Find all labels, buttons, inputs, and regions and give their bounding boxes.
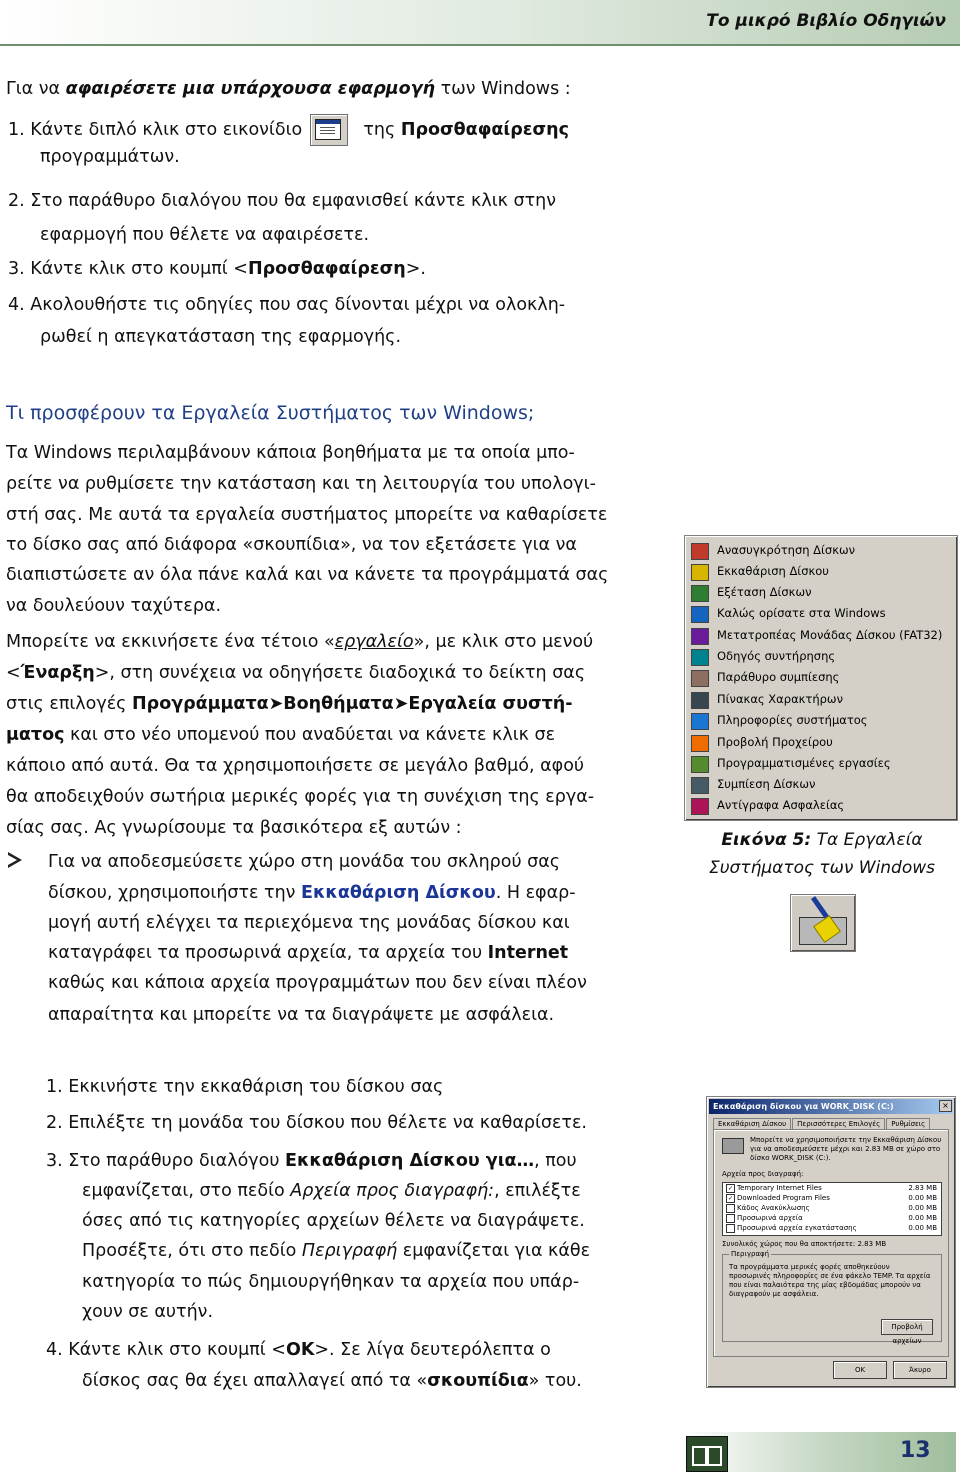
menu-item-label: Ανασυγκρότηση Δίσκων	[717, 543, 856, 557]
step-3-line1-post: , που	[534, 1151, 577, 1171]
tab-disk-cleanup[interactable]: Εκκαθάριση Δίσκου	[713, 1118, 791, 1129]
description-title: Περιγραφή	[731, 1250, 770, 1258]
step-3-line4	[82, 1236, 590, 1267]
view-files-button[interactable]: Προβολή αρχείων	[881, 1319, 933, 1335]
remove-intro-bold: αφαιρέσετε μια υπάρχουσα εφαρμογή	[65, 79, 436, 99]
menu-item-label: Προγραμματισμένες εργασίες	[717, 756, 891, 770]
menu-item-defrag[interactable]	[691, 540, 953, 561]
step-3-line6: χουν σε αυτήν.	[82, 1302, 214, 1322]
disk-cleanup-dialog	[706, 1096, 956, 1388]
remove-step-1-bold: Προσθαφαίρεσης	[400, 120, 569, 140]
step-3-description-field: Περιγραφή	[301, 1241, 398, 1261]
scheduled-tasks-icon	[691, 756, 709, 773]
dialog-intro-text: Μπορείτε να χρησιμοποιήσετε την Εκκαθάριση Δίσκου για να αποδεσμεύσετε μέχρι και 2.83 MB σε χώρο στο δίσκο WORK_DISK (C:).	[750, 1136, 942, 1162]
menu-item-fat32-converter[interactable]	[691, 625, 953, 646]
menu-item-label: Προβολή Προχείρου	[717, 735, 833, 749]
step-4-ok-label: OK	[285, 1340, 315, 1360]
bullet-line2-pre: δίσκου, χρησιμοποιήστε την	[48, 883, 302, 903]
tools-p2-line5: κάποιο από αυτά. Θα τα χρησιμοποιήσετε σε μεγάλο βαθμό, αφού	[6, 756, 585, 776]
tools-p1-line6: να δουλεύουν ταχύτερα.	[6, 596, 222, 616]
page-header	[0, 0, 960, 46]
step-3-dialog-name: Εκκαθάριση Δίσκου για…	[285, 1151, 535, 1171]
list-item[interactable]	[723, 1213, 941, 1223]
internet-term: Internet	[487, 943, 569, 963]
menu-item-scandisk[interactable]	[691, 582, 953, 603]
menu-item-drivespace[interactable]	[691, 774, 953, 795]
menu-item-welcome[interactable]	[691, 603, 953, 624]
bullet-line2-post: . Η εφαρ-	[495, 883, 576, 903]
defrag-icon	[691, 543, 709, 560]
menu-item-character-map[interactable]	[691, 689, 953, 710]
tools-p1-line4: το δίσκο σας από διάφορα «σκουπίδια», να τον εξετάσετε για να	[6, 535, 577, 555]
tools-p2-line4-bold: ματος	[6, 725, 65, 745]
bullet-line2	[48, 878, 576, 909]
scandisk-icon	[691, 585, 709, 602]
menu-item-label: Μετατροπέας Μονάδας Δίσκου (FAT32)	[717, 628, 943, 642]
close-icon[interactable]: ×	[939, 1100, 952, 1112]
list-item-size: 0.00 MB	[908, 1224, 937, 1232]
remove-step-3-bold: Προσθαφαίρεση	[247, 259, 406, 279]
list-item[interactable]	[723, 1183, 941, 1193]
remove-step-1-mid: της	[363, 120, 401, 140]
menu-item-disk-cleanup[interactable]	[691, 561, 953, 582]
remove-intro-text-end: των Windows :	[435, 79, 571, 99]
step-3-line1	[46, 1146, 577, 1177]
list-item-size: 0.00 MB	[908, 1214, 937, 1222]
tools-p2-line2-pre: <	[6, 663, 21, 683]
list-item[interactable]	[723, 1223, 941, 1233]
compression-agent-icon	[691, 670, 709, 687]
remove-step-3	[8, 254, 426, 285]
total-space-text: Συνολικός χώρος που θα αποκτήσετε: 2.83 MB	[722, 1240, 887, 1248]
character-map-icon	[691, 692, 709, 709]
fat32-converter-icon	[691, 628, 709, 645]
tools-p1-line1: Τα Windows περιλαμβάνουν κάποια βοηθήματα με τα οποία μπο-	[6, 443, 575, 463]
remove-step-4-line2: ρωθεί η απεγκατάσταση της εφαρμογής.	[40, 327, 402, 347]
bullet-line6: απαραίτητα και μπορείτε να τα διαγράψετε με ασφάλεια.	[48, 1005, 555, 1025]
list-item-size: 0.00 MB	[908, 1194, 937, 1202]
checkbox[interactable]: ✓	[727, 1195, 734, 1202]
files-to-delete-list	[722, 1182, 942, 1236]
menu-item-scheduled-tasks[interactable]	[691, 753, 953, 774]
figure-caption	[684, 826, 960, 882]
tools-p1-line5: διαπιστώσετε αν όλα πάνε καλά και να κάνετε τα προγράμματά σας	[6, 565, 609, 585]
menu-item-clipboard-viewer[interactable]	[691, 732, 953, 753]
add-remove-programs-icon	[310, 114, 348, 146]
tools-p1-line2: ρείτε να ρυθμίσετε την κατάσταση και τη λειτουργία του υπολογι-	[6, 474, 596, 494]
list-item-label: Κάδος Ανακύκλωσης	[737, 1204, 810, 1212]
menu-item-label: Παράθυρο συμπίεσης	[717, 670, 840, 684]
menu-item-maintenance-wizard[interactable]	[691, 646, 953, 667]
step-3-line2-pre: εμφανίζεται, στο πεδίο	[82, 1181, 291, 1201]
clipboard-viewer-icon	[691, 735, 709, 752]
system-tools-menu	[684, 535, 958, 821]
remove-step-1-text: 1. Κάντε διπλό κλικ στο εικονίδιο	[8, 120, 303, 140]
list-item[interactable]	[723, 1193, 941, 1203]
checkbox[interactable]: ✓	[727, 1185, 734, 1192]
menu-item-label: Συμπίεση Δίσκων	[717, 777, 816, 791]
files-to-delete-label: Αρχεία προς διαγραφή:	[722, 1170, 804, 1178]
tools-p2-line1	[6, 627, 593, 658]
ok-button[interactable]: OK	[833, 1361, 887, 1379]
menu-item-label: Αντίγραφα Ασφαλείας	[717, 798, 845, 812]
figure-caption-label: Εικόνα 5:	[721, 830, 812, 850]
menu-item-compression-agent[interactable]	[691, 667, 953, 688]
drivespace-icon	[691, 777, 709, 794]
tools-p2-line4	[6, 720, 555, 751]
remove-step-2-line2: εφαρμογή που θέλετε να αφαιρέσετε.	[40, 225, 370, 245]
tool-link[interactable]: εργαλείο	[334, 632, 414, 652]
menu-item-label: Καλώς ορίσατε στα Windows	[717, 606, 886, 620]
tab-more-options[interactable]: Περισσότερες Επιλογές	[792, 1118, 885, 1129]
checkbox[interactable]	[726, 1204, 735, 1213]
tools-p2-line1-pre: Μπορείτε να εκκινήσετε ένα τέτοιο «	[6, 632, 335, 652]
list-item-label: Προσωρινά αρχεία εγκατάστασης	[737, 1224, 857, 1232]
dialog-tabs	[713, 1118, 931, 1129]
step-4-line1	[46, 1335, 551, 1366]
section-heading: Τι προσφέρουν τα Εργαλεία Συστήματος των Windows;	[6, 402, 535, 424]
remove-step-3-end: >.	[405, 259, 426, 279]
tools-p1-line3: στή σας. Με αυτά τα εργαλεία συστήματος μπορείτε να καθαρίσετε	[6, 505, 608, 525]
step-3-line2-post: , επιλέξτε	[494, 1181, 581, 1201]
tools-p2-line2	[6, 658, 585, 689]
tools-p2-menu-path: Προγράμματα➤Βοηθήματα➤Εργαλεία συστή-	[132, 694, 573, 714]
menu-item-backup[interactable]	[691, 795, 953, 816]
bullet-line4	[48, 938, 568, 969]
step-3-line4-pre: Προσέξτε, ότι στο πεδίο	[82, 1241, 302, 1261]
remove-step-2-line1: 2. Στο παράθυρο διαλόγου που θα εμφανισθεί κάντε κλικ στην	[8, 191, 557, 211]
menu-item-system-info[interactable]	[691, 710, 953, 731]
menu-item-label: Οδηγός συντήρησης	[717, 649, 836, 663]
list-item-label: Temporary Internet Files	[737, 1184, 822, 1192]
tab-settings[interactable]: Ρυθμίσεις	[886, 1118, 930, 1129]
tools-p2-line2-post: >, στη συνέχεια να οδηγήσετε διαδοχικά το δείκτη σας	[94, 663, 586, 683]
dialog-panel	[713, 1129, 949, 1357]
step-3-line4-post: εμφανίζεται για κάθε	[397, 1241, 591, 1261]
system-info-icon	[691, 713, 709, 730]
step-3-line2	[82, 1176, 581, 1207]
tools-p2-start-bold: Έναρξη	[20, 663, 95, 683]
disk-cleanup-term: Εκκαθάριση Δίσκου	[301, 883, 496, 903]
backup-icon	[691, 798, 709, 815]
step-3-field-name: Αρχεία προς διαγραφή:	[290, 1181, 495, 1201]
step-4-garbage-word: σκουπίδια	[427, 1371, 529, 1391]
step-1: 1. Εκκινήστε την εκκαθάριση του δίσκου σας	[46, 1077, 444, 1097]
welcome-icon	[691, 606, 709, 623]
cancel-button[interactable]: Άκυρο	[893, 1361, 947, 1379]
remove-step-3-text: 3. Κάντε κλικ στο κουμπί <	[8, 259, 248, 279]
step-3-line1-pre: 3. Στο παράθυρο διαλόγου	[46, 1151, 286, 1171]
hard-disk-icon	[722, 1138, 744, 1154]
maintenance-wizard-icon	[691, 649, 709, 666]
figure-caption-line2: Συστήματος των Windows	[708, 858, 936, 878]
list-item-size: 2.83 MB	[908, 1184, 937, 1192]
step-4-line2	[82, 1366, 582, 1397]
bullet-line1: Για να αποδεσμεύσετε χώρο στη μονάδα του σκληρού σας	[48, 852, 561, 872]
disk-cleanup-icon	[691, 564, 709, 581]
step-3-line3: όσες από τις κατηγορίες αρχείων θέλετε να διαγράψετε.	[82, 1211, 585, 1231]
menu-item-label: Εκκαθάριση Δίσκου	[717, 564, 829, 578]
dialog-title: Εκκαθάριση δίσκου για WORK_DISK (C:)	[709, 1099, 953, 1114]
checkbox[interactable]	[726, 1224, 735, 1233]
tools-p2-line6: θα αποδειχθούν σωτήρια μερικές φορές για τη συνέχιση της εργα-	[6, 787, 595, 807]
menu-item-label: Πίνακας Χαρακτήρων	[717, 692, 843, 706]
page-number: 13	[900, 1438, 931, 1463]
step-4-line2-post: » του.	[528, 1371, 582, 1391]
step-3-line5: κατηγορία το πώς δημιουργήθηκαν τα αρχεία που υπάρ-	[82, 1272, 580, 1292]
bullet-line4-pre: καταγράφει τα προσωρινά αρχεία, τα αρχεία του	[48, 943, 488, 963]
step-4-line1-post: >. Σε λίγα δευτερόλεπτα ο	[314, 1340, 551, 1360]
tools-p2-line3-pre: στις επιλογές	[6, 694, 133, 714]
checkbox[interactable]	[726, 1214, 735, 1223]
step-4-line1-pre: 4. Κάντε κλικ στο κουμπί <	[46, 1340, 286, 1360]
list-item-label: Προσωρινά αρχεία	[737, 1214, 803, 1222]
remove-step-4-line1: 4. Ακολουθήστε τις οδηγίες που σας δίνονται μέχρι να ολοκλη-	[8, 295, 566, 315]
tools-p2-line7: σίας σας. Ας γνωρίσουμε τα βασικότερα εξ αυτών :	[6, 818, 462, 838]
bullet-line3: μογή αυτή ελέγχει τα περιεχόμενα της μονάδας δίσκου και	[48, 913, 570, 933]
remove-intro-text: Για να	[6, 79, 66, 99]
book-icon	[686, 1436, 728, 1472]
description-text: Τα προγράμματα μερικές φορές αποθηκεύουν προσωρινές πληροφορίες σε ένα φάκελο TEMP. Τα αρχεία που είναι παλαιότερα της μίας εβδομάδας μπορούν να διαγραφούν με ασφάλεια.	[729, 1263, 931, 1298]
list-item-size: 0.00 MB	[908, 1204, 937, 1212]
list-item[interactable]	[723, 1203, 941, 1213]
disk-cleanup-broom-icon	[790, 894, 856, 952]
book-title: Το μικρό Βιβλίο Οδηγιών	[706, 11, 946, 31]
menu-item-label: Πληροφορίες συστήματος	[717, 713, 868, 727]
remove-step-1-cont: προγραμμάτων.	[40, 147, 180, 167]
bullet-line5: καθώς και κάποια αρχεία προγραμμάτων που δεν είναι πλέον	[48, 973, 587, 993]
list-item-label: Downloaded Program Files	[737, 1194, 830, 1202]
description-frame	[722, 1250, 942, 1345]
tools-p2-line3	[6, 689, 573, 720]
remove-intro	[6, 74, 571, 105]
figure-caption-text: Τα Εργαλεία	[811, 830, 923, 850]
tools-p2-line1-post: », με κλικ στο μενού	[413, 632, 594, 652]
tools-p2-line4-post: και στο νέο υπομενού που αναδύεται να κάνετε κλικ σε	[64, 725, 556, 745]
step-2: 2. Επιλέξτε τη μονάδα του δίσκου που θέλετε να καθαρίσετε.	[46, 1113, 587, 1133]
step-4-line2-pre: δίσκος σας θα έχει απαλλαγεί από τα «	[82, 1371, 428, 1391]
arrow-bullet-icon	[8, 852, 22, 868]
menu-item-label: Εξέταση Δίσκων	[717, 585, 812, 599]
